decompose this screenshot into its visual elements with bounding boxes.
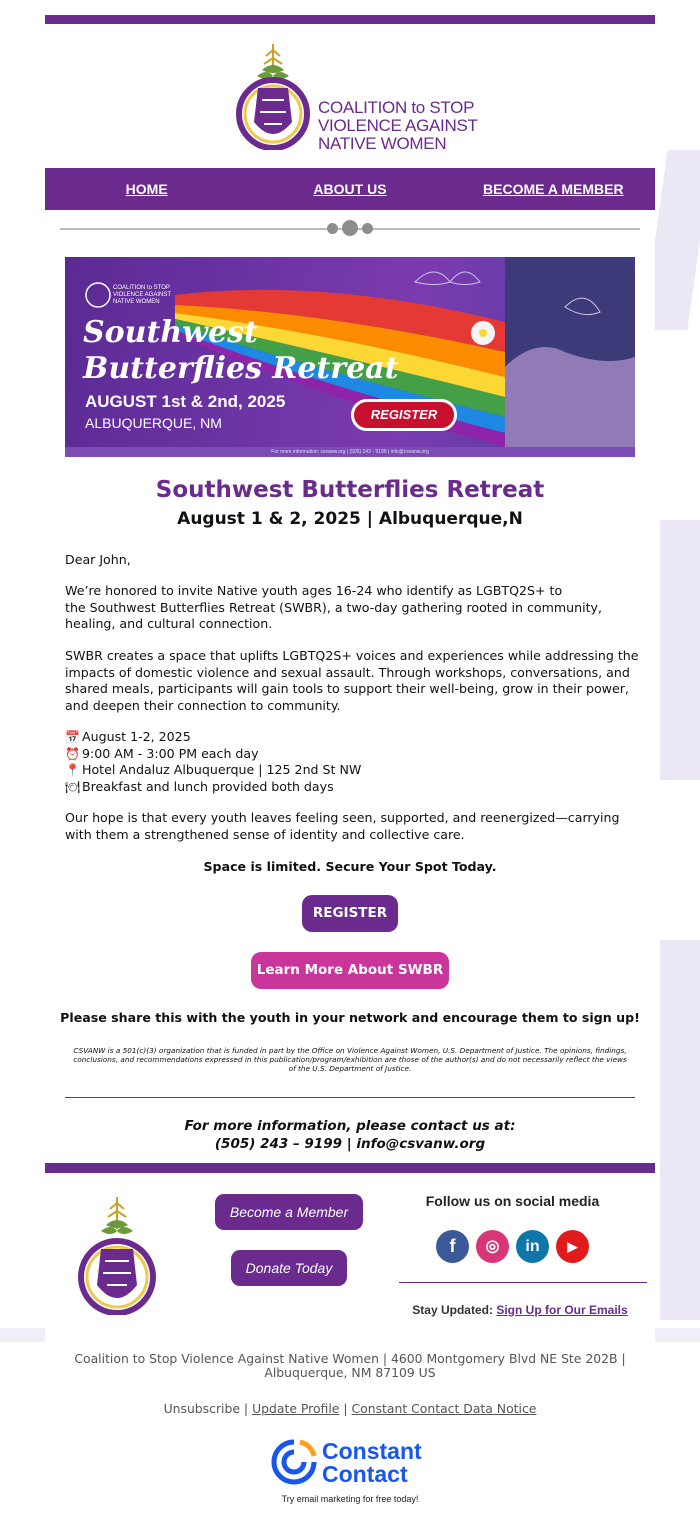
social-media-heading: Follow us on social media bbox=[425, 1193, 600, 1209]
cc-tagline[interactable]: Try email marketing for free today! bbox=[281, 1494, 419, 1504]
footer-links bbox=[0, 1401, 700, 1416]
org-address bbox=[60, 1352, 640, 1380]
donate-button[interactable]: Donate Today bbox=[231, 1250, 347, 1286]
top-accent-bar bbox=[45, 15, 655, 24]
org-logo-text bbox=[318, 99, 478, 153]
facebook-icon[interactable]: f bbox=[436, 1230, 469, 1263]
address-line: Coalition to Stop Violence Against Native Women | 4600 Montgomery Blvd NE Ste 202B | bbox=[74, 1351, 626, 1366]
csvanw-logo-icon[interactable] bbox=[232, 42, 314, 150]
location-pin-icon: 📍 bbox=[65, 763, 80, 777]
banner-footer-text: For more information: csvanw.org | (505) 243 - 9199 | info@csvanw.org bbox=[65, 447, 635, 457]
event-date-row bbox=[65, 729, 640, 746]
email-signup-link[interactable]: Sign Up for Our Emails bbox=[496, 1303, 628, 1317]
constant-contact-wordmark[interactable] bbox=[322, 1440, 422, 1486]
closing-paragraph bbox=[65, 810, 640, 843]
banner-title-line: Butterflies Retreat bbox=[83, 351, 399, 386]
contact-line: For more information, please contact us at: bbox=[184, 1118, 516, 1134]
page-title: Southwest Butterflies Retreat bbox=[155, 477, 545, 503]
header-logo-area bbox=[45, 24, 655, 168]
banner-logo-line: COALITION to STOP bbox=[113, 285, 170, 291]
data-notice-link[interactable]: Constant Contact Data Notice bbox=[351, 1401, 537, 1416]
link-separator: | bbox=[243, 1401, 249, 1416]
logo-line: VIOLENCE AGAINST bbox=[318, 116, 478, 135]
logo-line: COALITION to STOP bbox=[318, 98, 475, 117]
banner-title-line: Southwest bbox=[83, 315, 258, 350]
alarm-clock-icon: ⏰ bbox=[65, 746, 80, 761]
social-divider bbox=[399, 1282, 647, 1283]
section-divider bbox=[65, 1097, 635, 1098]
event-date: August 1-2, 2025 bbox=[82, 729, 191, 744]
footer-logo-icon[interactable] bbox=[75, 1195, 159, 1315]
space-limited-text: Space is limited. Secure Your Spot Today. bbox=[203, 859, 497, 874]
divider-dot bbox=[362, 223, 373, 234]
divider-dot bbox=[327, 223, 338, 234]
share-text: Please share this with the youth in your network and encourage them to sign up! bbox=[60, 1010, 640, 1025]
funding-disclaimer: CSVANW is a 501(c)(3) organization that is funded in part by the Office on Violence Against Women, U.S. Department of Justice. The opinions, findings, conclusions, and recommendations expressed in this publication/program/exhibition are those of the author(s) and do not necessarily reflect the views of the U.S. Department of Justice. bbox=[73, 1046, 627, 1073]
paragraph-line: with them a strengthened sense of identity and collective care. bbox=[65, 826, 465, 842]
event-meals: Breakfast and lunch provided both days bbox=[82, 778, 334, 794]
page-subtitle: August 1 & 2, 2025 | Albuquerque,N bbox=[177, 509, 523, 529]
retreat-banner-image[interactable] bbox=[65, 257, 635, 457]
plate-icon: 🍽 bbox=[65, 779, 81, 794]
greeting: Dear John, bbox=[65, 552, 131, 567]
calendar-icon: 📅 bbox=[65, 730, 80, 744]
constant-contact-logo-icon[interactable] bbox=[270, 1438, 318, 1486]
paragraph-line: and deepen their connection to community. bbox=[65, 697, 341, 713]
stay-updated-label: Stay Updated: bbox=[412, 1303, 493, 1317]
link-separator: | bbox=[343, 1401, 348, 1416]
event-details bbox=[65, 729, 640, 795]
logo-line: NATIVE WOMEN bbox=[318, 134, 447, 153]
paragraph-line: healing, and cultural connection. bbox=[65, 616, 273, 631]
update-profile-link[interactable]: Update Profile bbox=[252, 1401, 340, 1416]
divider-dot bbox=[342, 220, 358, 236]
banner-register-button[interactable]: REGISTER bbox=[351, 399, 457, 431]
learn-more-button[interactable]: Learn More About SWBR bbox=[251, 952, 449, 989]
cc-wordmark-line: Constant bbox=[322, 1438, 422, 1464]
youtube-icon[interactable]: ▶ bbox=[556, 1230, 589, 1263]
banner-logo-line: NATIVE WOMEN bbox=[113, 299, 160, 305]
paragraph-line: Our hope is that every youth leaves feeling seen, supported, and reenergized—carrying bbox=[65, 810, 620, 825]
email-body bbox=[45, 15, 655, 1385]
background-shape bbox=[660, 520, 700, 780]
background-shape bbox=[660, 940, 700, 1320]
nav-bar bbox=[45, 168, 655, 210]
intro-paragraph bbox=[65, 583, 640, 633]
contact-info bbox=[45, 1117, 655, 1153]
instagram-icon[interactable]: ◎ bbox=[476, 1230, 509, 1263]
banner-logo-line: VIOLENCE AGAINST bbox=[113, 292, 172, 298]
nav-home-link[interactable]: HOME bbox=[125, 181, 168, 197]
banner-city: ALBUQUERQUE, NM bbox=[85, 415, 222, 431]
paragraph-line: impacts of domestic violence and sexual assault. Through workshops, conversations, and bbox=[65, 664, 630, 680]
nav-become-member-link[interactable]: BECOME A MEMBER bbox=[483, 181, 624, 197]
event-time-row bbox=[65, 746, 640, 763]
event-location: Hotel Andaluz Albuquerque | 125 2nd St NW bbox=[82, 762, 362, 777]
paragraph-line: SWBR creates a space that uplifts LGBTQ2S+ voices and experiences while addressing the bbox=[65, 648, 639, 663]
event-location-row bbox=[65, 762, 640, 779]
register-button[interactable]: REGISTER bbox=[302, 895, 398, 932]
event-meals-row bbox=[65, 779, 640, 796]
bottom-accent-bar bbox=[45, 1163, 655, 1173]
description-paragraph bbox=[65, 648, 640, 714]
address-line: Albuquerque, NM 87109 US bbox=[264, 1365, 436, 1380]
paragraph-line: We’re honored to invite Native youth ages 16-24 who identify as LGBTQ2S+ to bbox=[65, 583, 563, 598]
paragraph-line: the Southwest Butterflies Retreat (SWBR), a two-day gathering rooted in community, bbox=[65, 599, 602, 615]
paragraph-line: shared meals, participants will gain tools to support their well-being, grow in their power, bbox=[65, 681, 629, 696]
linkedin-icon[interactable]: in bbox=[516, 1230, 549, 1263]
unsubscribe-link[interactable]: Unsubscribe bbox=[163, 1401, 240, 1416]
become-member-button[interactable]: Become a Member bbox=[215, 1194, 363, 1230]
banner-date: AUGUST 1st & 2nd, 2025 bbox=[85, 392, 286, 411]
contact-phone-email[interactable]: (505) 243 – 9199 | info@csvanw.org bbox=[214, 1136, 486, 1152]
banner-logo-text bbox=[113, 285, 171, 306]
banner-title bbox=[83, 315, 398, 387]
dots-divider bbox=[45, 210, 655, 248]
nav-about-link[interactable]: ABOUT US bbox=[313, 181, 387, 197]
event-time: 9:00 AM - 3:00 PM each day bbox=[82, 745, 259, 761]
cc-wordmark-line: Contact bbox=[322, 1461, 408, 1487]
stay-updated bbox=[400, 1303, 640, 1317]
